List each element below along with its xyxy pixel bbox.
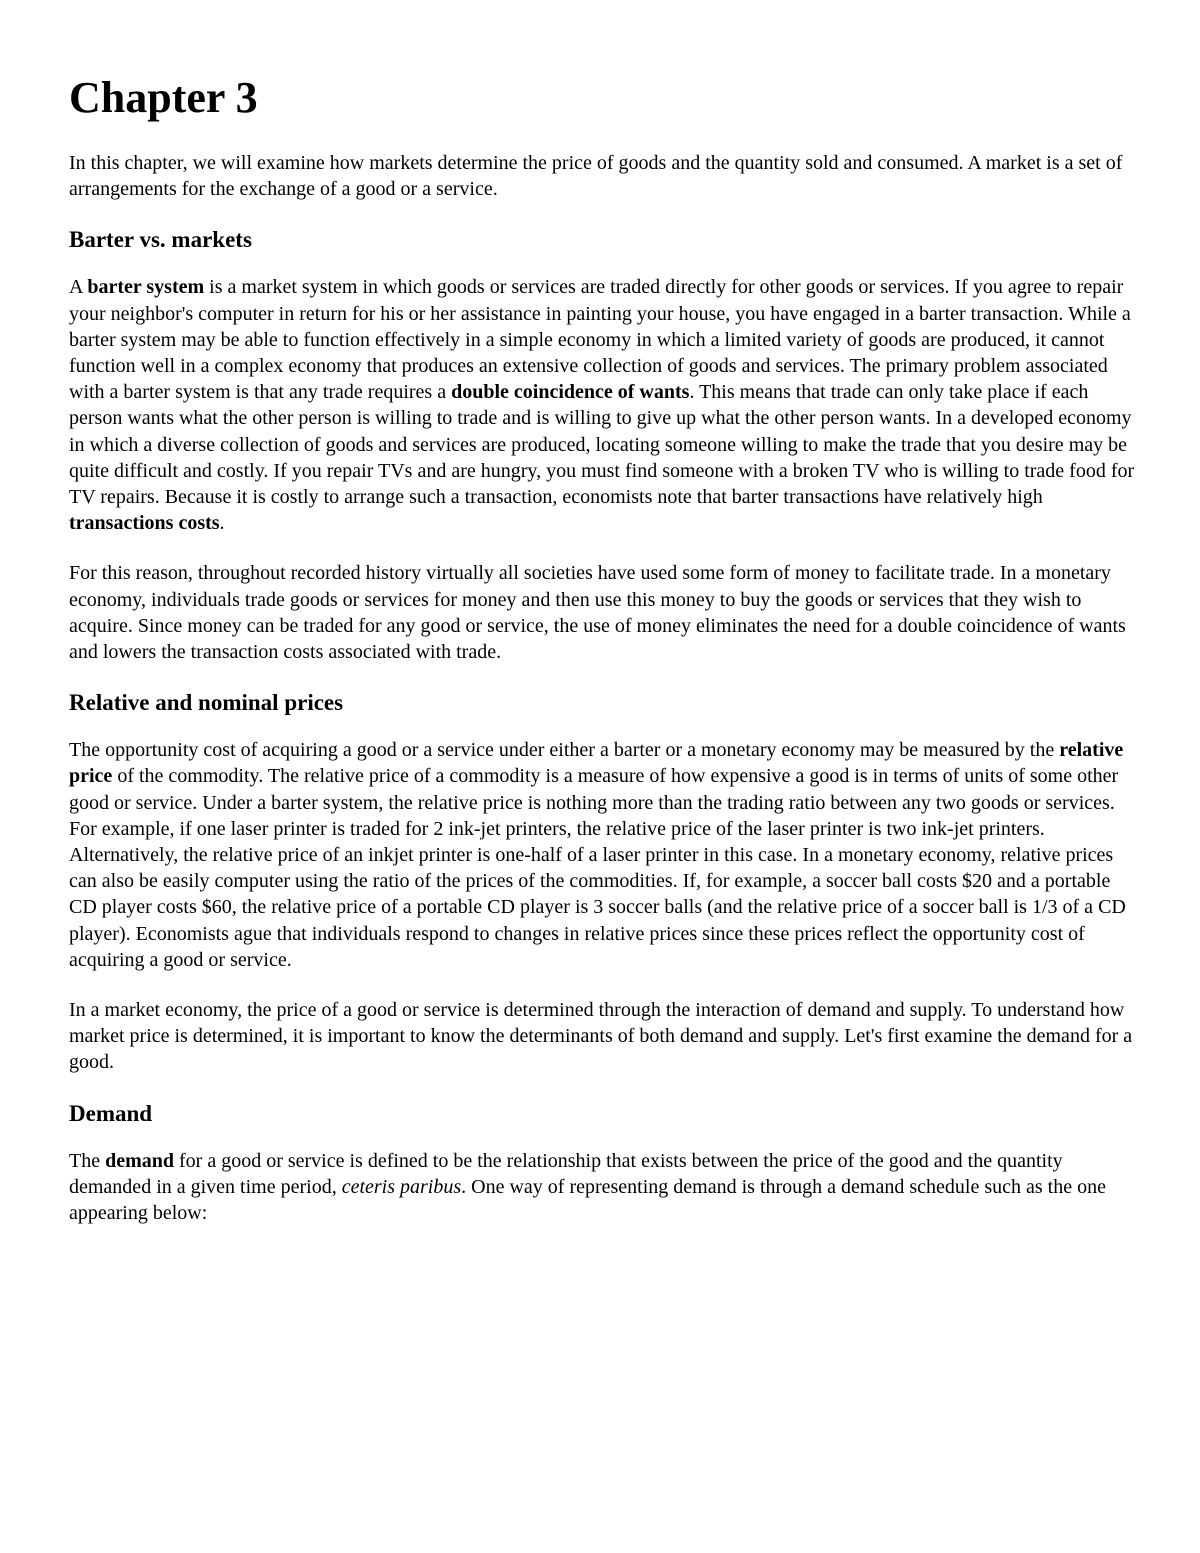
paragraph (69, 1148, 1139, 1227)
section-heading-demand: Demand (69, 1100, 153, 1126)
text-run: for a good or service is defined to be the relationship that exists between the price of the good and the quantity demanded in a given time period, (69, 1149, 1063, 1198)
document-page (69, 70, 1139, 1250)
text-run: . One way of representing demand is through a demand schedule such as the one appearing below: (69, 1175, 1106, 1225)
key-term: double coincidence of wants (451, 381, 690, 404)
intro-paragraph: In this chapter, we will examine how markets determine the price of goods and the quantity sold and consumed. A market is a set of arrangements for the exchange of a good or a service. (69, 152, 1123, 201)
key-term: transactions costs (69, 512, 220, 535)
page-title: Chapter 3 (69, 73, 258, 122)
section-heading-relative-and-nominal-prices: Relative and nominal prices (69, 690, 344, 716)
text-run: A (69, 276, 88, 299)
section-heading-barter-vs-markets: Barter vs. markets (69, 227, 252, 253)
key-term: relative price (69, 739, 1124, 788)
text-run: . This means that trade can only take place if each person wants what the other person is willing to trade and is willing to give up what the other person wants. In a developed economy in which a diverse collection of goods and services are produced, locating someone willing to make the trade that you desire may be quite difficult and costly. If you repair TVs and are hungry, you must find someone with a broken TV who is willing to trade food for TV repairs. Because it is costly to arrange such a transaction, economists note that barter transactions have relatively high (69, 381, 1135, 509)
paragraph (69, 997, 1139, 1076)
text-run: of the commodity. The relative price of a commodity is a measure of how expensive a good is in terms of units of some other good or service. Under a barter system, the relative price is nothing more than the trading ratio between any two goods or services. For example, if one laser printer is traded for 2 ink-jet printers, the relative price of the laser printer is two ink-jet printers. Alternatively, the relative price of an inkjet printer is one-half of a laser printer in this case. In a monetary economy, relative prices can also be easily computer using the ratio of the prices of the commodities. If, for example, a soccer ball costs $20 and a portable CD player costs $60, the relative price of a portable CD player is 3 soccer balls (and the relative price of a soccer ball is 1/3 of a CD player). Economists ague that individuals respond to changes in relative prices since these prices reflect the opportunity cost of acquiring a good or service. (69, 765, 1126, 971)
paragraph (69, 560, 1139, 665)
text-run: The opportunity cost of acquiring a good or a service under either a barter or a monetary economy may be measured by the (69, 739, 1060, 762)
text-run: is a market system in which goods or services are traded directly for other goods or services. If you agree to repair your neighbor's computer in return for his or her assistance in painting your house, you have engaged in a barter transaction. While a barter system may be able to function effectively in a simple economy in which a limited variety of goods are produced, it cannot function well in a complex economy that produces an extensive collection of goods and services. The primary problem associated with a barter system is that any trade requires a (69, 276, 1131, 404)
italic-term: ceteris paribus (341, 1175, 462, 1198)
text-run: The (69, 1149, 106, 1172)
key-term: barter system (87, 276, 205, 299)
text-run: . (219, 512, 225, 535)
document-sections (69, 226, 1139, 1226)
text-run: For this reason, throughout recorded history virtually all societies have used some form of money to facilitate trade. In a monetary economy, individuals trade goods or services for money and then use this money to buy the goods or services that they wish to acquire. Since money can be traded for any good or service, the use of money eliminates the need for a double coincidence of wants and lowers the transaction costs associated with trade. (69, 562, 1126, 664)
key-term: demand (105, 1149, 174, 1172)
paragraph (69, 737, 1139, 973)
text-run: In a market economy, the price of a good or service is determined through the interaction of demand and supply. To understand how market price is determined, it is important to know the determinants of both demand and supply. Let's first examine the demand for a good. (69, 999, 1133, 1074)
paragraph (69, 274, 1139, 536)
